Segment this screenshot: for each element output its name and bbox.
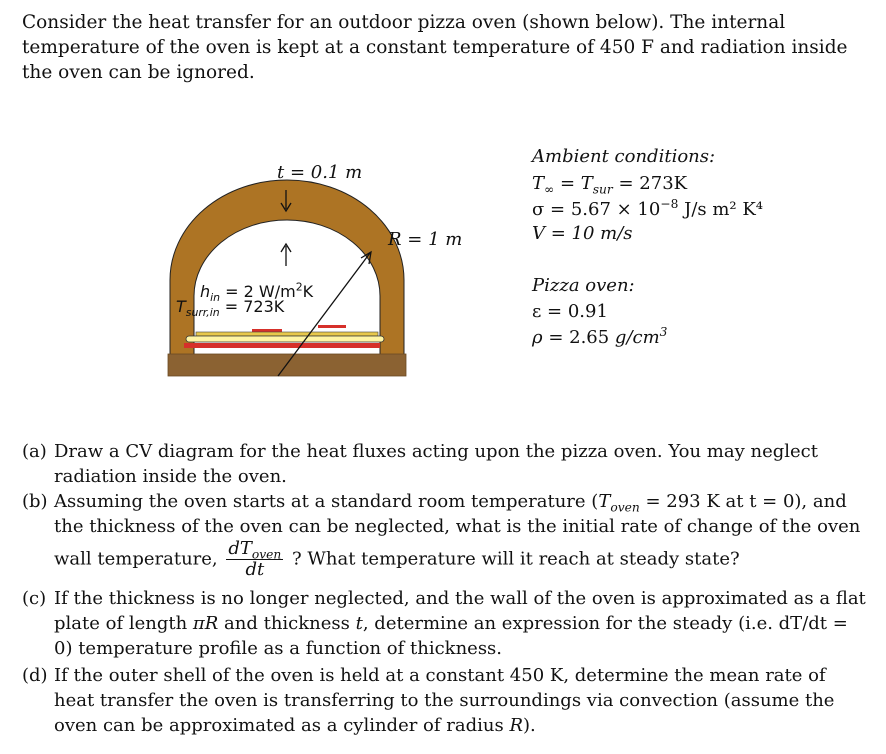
wind-speed: V = 10 m/s: [532, 223, 633, 244]
ambient-temperature: $T_\infty = T_{sur} = 273K$: [532, 173, 688, 197]
pizza-crust: [186, 336, 384, 342]
t-surr-label: $T_{surr,in} = 723K$: [176, 297, 285, 320]
density: ρ = 2.65 $g/cm^3$: [532, 325, 668, 348]
question-d: (d) If the outer shell of the oven is held at a constant 450 K, determine the mean rate of heat transfer the oven is transferring to the surroundings via convection (assume the oven can be approximated as a cylinder of radius R).: [22, 665, 835, 736]
pizza-cheese: [196, 332, 378, 336]
stefan-boltzmann: $\sigma = 5.67 \times 10^{-8}$ J/s m² K⁴: [532, 197, 764, 220]
question-a: (a) Draw a CV diagram for the heat fluxes acting upon the pizza oven. You may neglect radiation inside the oven.: [22, 441, 818, 487]
oven-heading: Pizza oven:: [532, 275, 635, 296]
radius-label: R = 1 m: [388, 229, 463, 250]
question-b: (b) Assuming the oven starts at a standard room temperature ($T_{oven} = 293$ K at t = 0), and the thickness of the oven can be neglected, what is the initial rate of change of the oven wall temperature, $\frac{dT_{oven}}{dt}$ ? What temperature will it reach at steady state?: [22, 491, 861, 580]
thickness-label: t = 0.1 m: [277, 162, 363, 183]
oven-wall: [170, 180, 404, 356]
pizza-sauce-base: [184, 343, 380, 348]
pizza-top-sauce: [252, 329, 282, 332]
question-c: (c) If the thickness is no longer neglected, and the wall of the oven is approximated as a flat plate of length πR and thickness t, determine an expression for the steady (i.e. dT/dt = 0) temperature profile as a function of thickness.: [22, 588, 866, 659]
h-in-label: $h_{in} = 2$ $W/m^2K$: [200, 280, 314, 305]
thickness-arrow-up: [281, 244, 291, 266]
pizza-top-sauce: [318, 325, 346, 328]
dT-dt-fraction: $\frac{dT_{oven}}{dt}$: [228, 538, 282, 580]
problem-intro: Consider the heat transfer for an outdoor pizza oven (shown below). The internal temperature of the oven is kept at a constant temperature of 450 F and radiation inside the oven can be ignored.: [22, 12, 848, 83]
ambient-heading: Ambient conditions:: [532, 146, 716, 167]
emissivity: ε = 0.91: [532, 301, 608, 322]
